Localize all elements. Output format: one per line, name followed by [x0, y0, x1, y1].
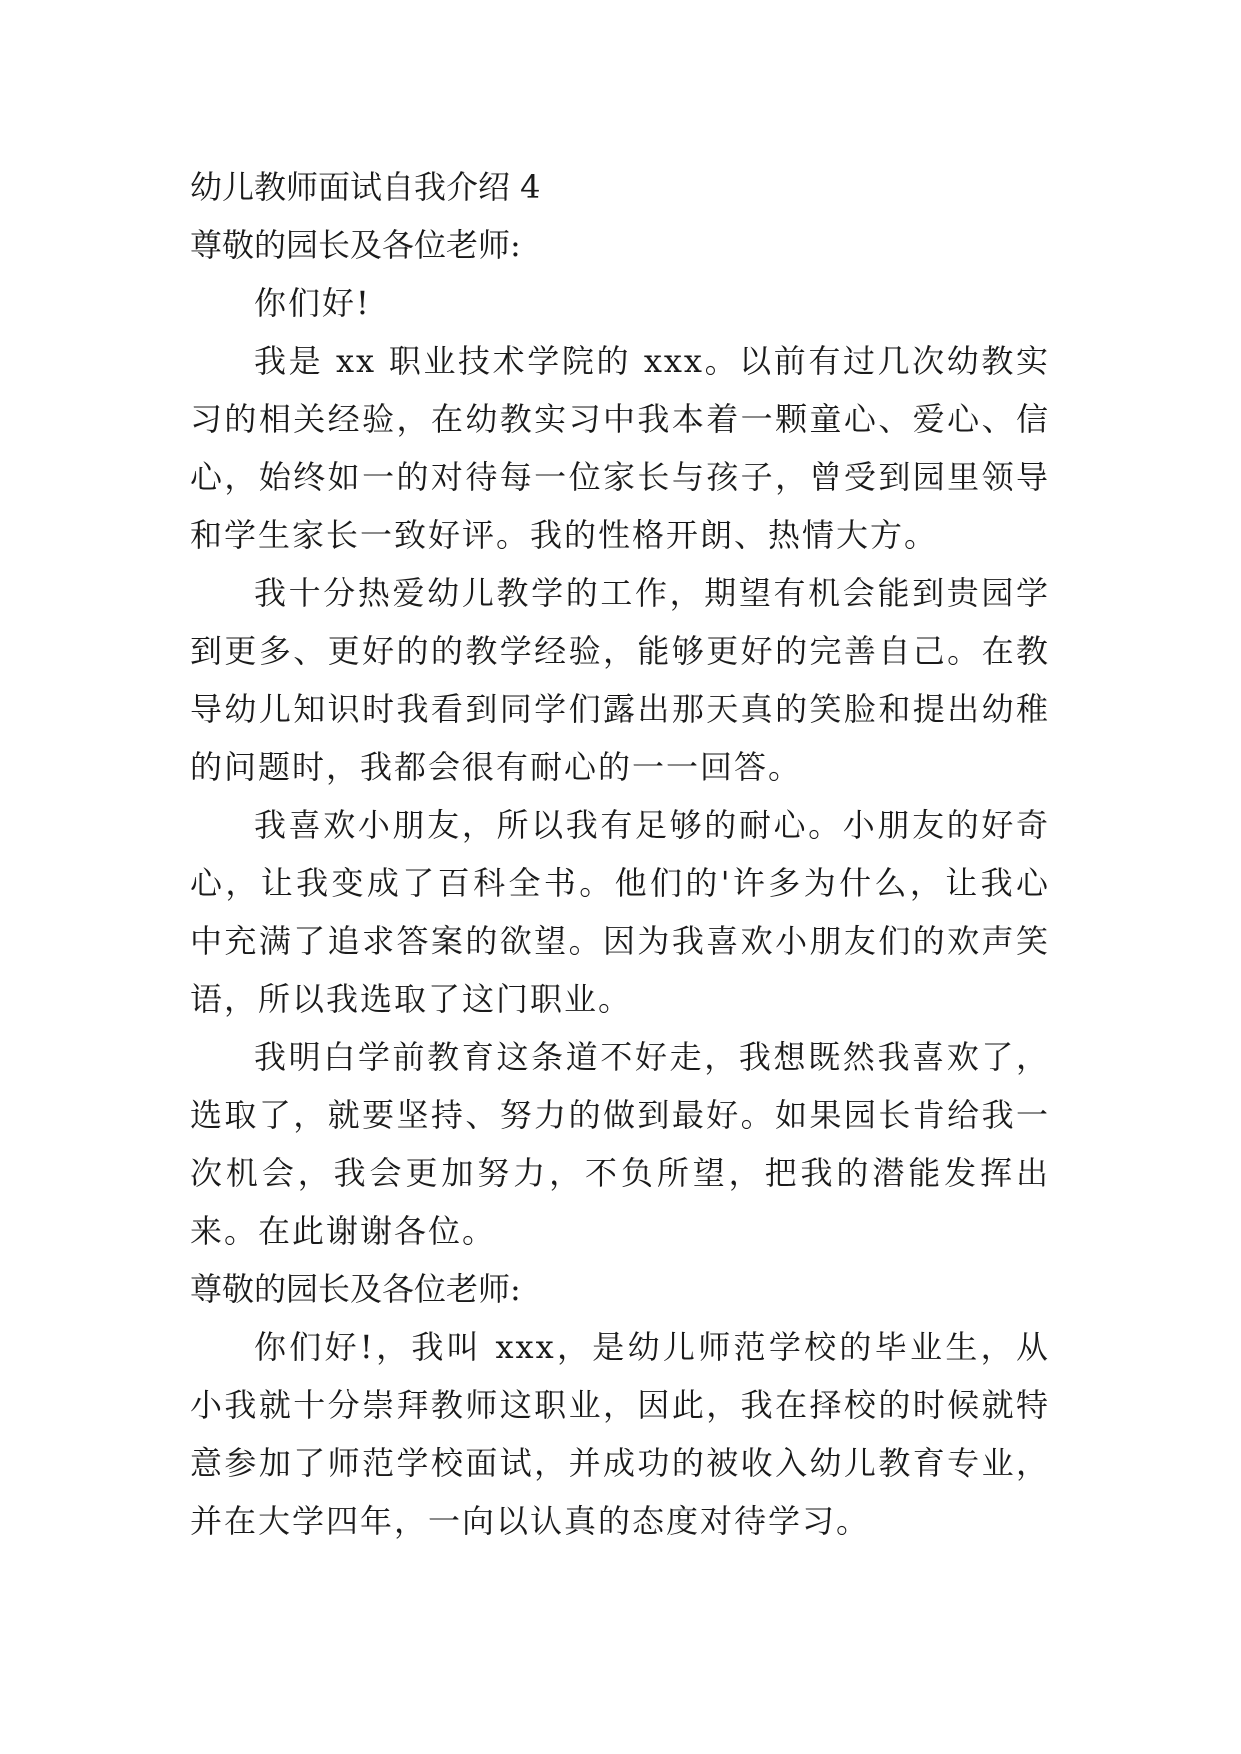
paragraph-2: 我十分热爱幼儿教学的工作，期望有机会能到贵园学到更多、更好的的教学经验，能够更好的完善自己。在教导幼儿知识时我看到同学们露出那天真的笑脸和提出幼稚的问题时，我都会很有耐心的一一回答。: [190, 574, 1050, 786]
greeting-1: 你们好!: [254, 284, 371, 322]
salutation-1: 尊敬的园长及各位老师:: [190, 226, 521, 264]
salutation-2: 尊敬的园长及各位老师:: [190, 1270, 521, 1308]
paragraph-3: 我喜欢小朋友，所以我有足够的耐心。小朋友的好奇心，让我变成了百科全书。他们的'许多为什么，让我心中充满了追求答案的欲望。因为我喜欢小朋友们的欢声笑语，所以我选取了这门职业。: [190, 806, 1050, 1018]
document-body: [190, 158, 1050, 1550]
paragraph-1: 我是 xx 职业技术学院的 xxx。以前有过几次幼教实习的相关经验，在幼教实习中我本着一颗童心、爱心、信心，始终如一的对待每一位家长与孩子，曾受到园里领导和学生家长一致好评。我的性格开朗、热情大方。: [190, 342, 1050, 554]
document-title: 幼儿教师面试自我介绍 4: [190, 168, 541, 206]
paragraph-4: 我明白学前教育这条道不好走，我想既然我喜欢了，选取了，就要坚持、努力的做到最好。如果园长肯给我一次机会，我会更加努力，不负所望，把我的潜能发挥出来。在此谢谢各位。: [190, 1038, 1050, 1250]
paragraph-5: 你们好!，我叫 xxx，是幼儿师范学校的毕业生，从小我就十分崇拜教师这职业，因此，我在择校的时候就特意参加了师范学校面试，并成功的被收入幼儿教育专业，并在大学四年，一向以认真的态度对待学习。: [190, 1328, 1050, 1540]
